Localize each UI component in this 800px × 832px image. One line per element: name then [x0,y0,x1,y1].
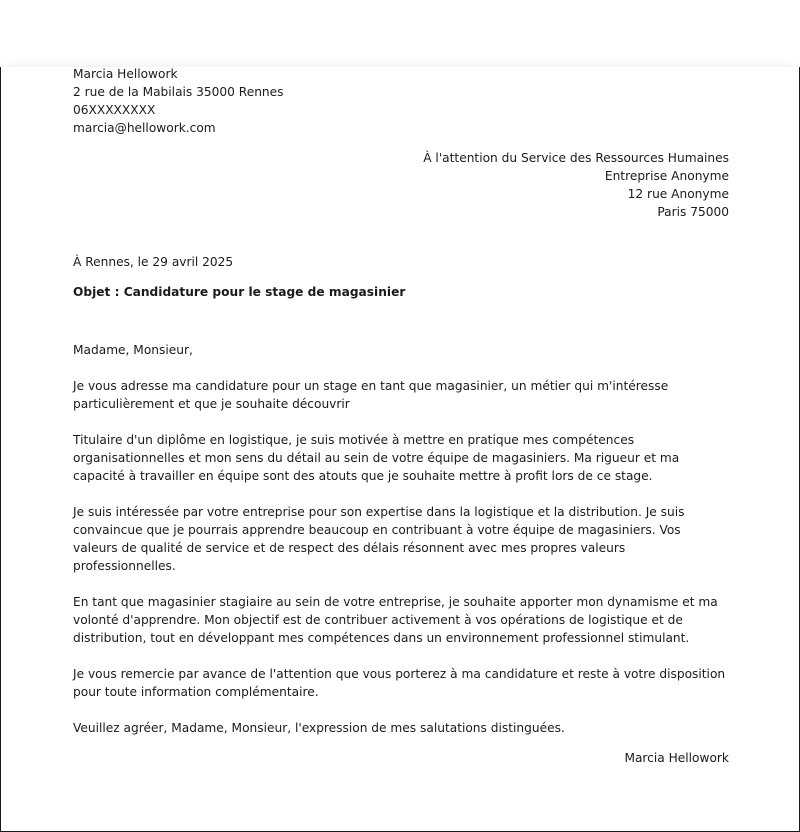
top-blank-area [0,0,800,67]
signature: Marcia Hellowork [624,751,729,765]
recipient-block [423,149,729,221]
paragraph-intro: Je vous adresse ma candidature pour un stage en tant que magasinier, un métier qui m'intéresse particulièrement et que je souhaite découvrir [73,379,669,411]
letter-page [0,67,800,832]
recipient-street: 12 rue Anonyme [627,187,729,201]
sender-phone: 06XXXXXXXX [73,103,156,117]
paragraph-qualifications: Titulaire d'un diplôme en logistique, je suis motivée à mettre en pratique mes compétences organisationnelles et mon sens du détail au sein de votre équipe de magasiniers. Ma rigueur et ma capacité à travailler en équipe sont des atouts que je souhaite mettre à profit lors de ce stage. [73,433,680,483]
sender-block [73,65,284,137]
recipient-company: Entreprise Anonyme [604,169,729,183]
sender-email: marcia@hellowork.com [73,121,216,135]
sender-name: Marcia Hellowork [73,67,178,81]
paragraph-objectives: En tant que magasinier stagiaire au sein de votre entreprise, je souhaite apporter mon dynamisme et ma volonté d'apprendre. Mon objectif est de contribuer activement à vos opérations de logistique et de distribution, tout en développant mes compétences dans un environnement professionnel stimulant. [73,595,718,645]
letter-body [73,341,729,755]
salutation: Madame, Monsieur, [73,343,193,357]
subject-line: Objet : Candidature pour le stage de magasinier [73,285,406,299]
date-line: À Rennes, le 29 avril 2025 [73,255,234,269]
closing-formula: Veuillez agréer, Madame, Monsieur, l'expression de mes salutations distinguées. [73,721,565,735]
paragraph-company-interest: Je suis intéressée par votre entreprise pour son expertise dans la logistique et la distribution. Je suis convaincue que je pourrais apprendre beaucoup en contribuant à votre équipe de magasiniers. Vos valeurs de qualité de service et de respect des délais résonnent avec mes propres valeurs professionnelles. [73,505,685,573]
recipient-city: Paris 75000 [657,205,729,219]
paragraph-thanks: Je vous remercie par avance de l'attention que vous porterez à ma candidature et reste à votre disposition pour toute information complémentaire. [73,667,726,699]
recipient-attention: À l'attention du Service des Ressources Humaines [423,151,729,165]
sender-address: 2 rue de la Mabilais 35000 Rennes [73,85,284,99]
